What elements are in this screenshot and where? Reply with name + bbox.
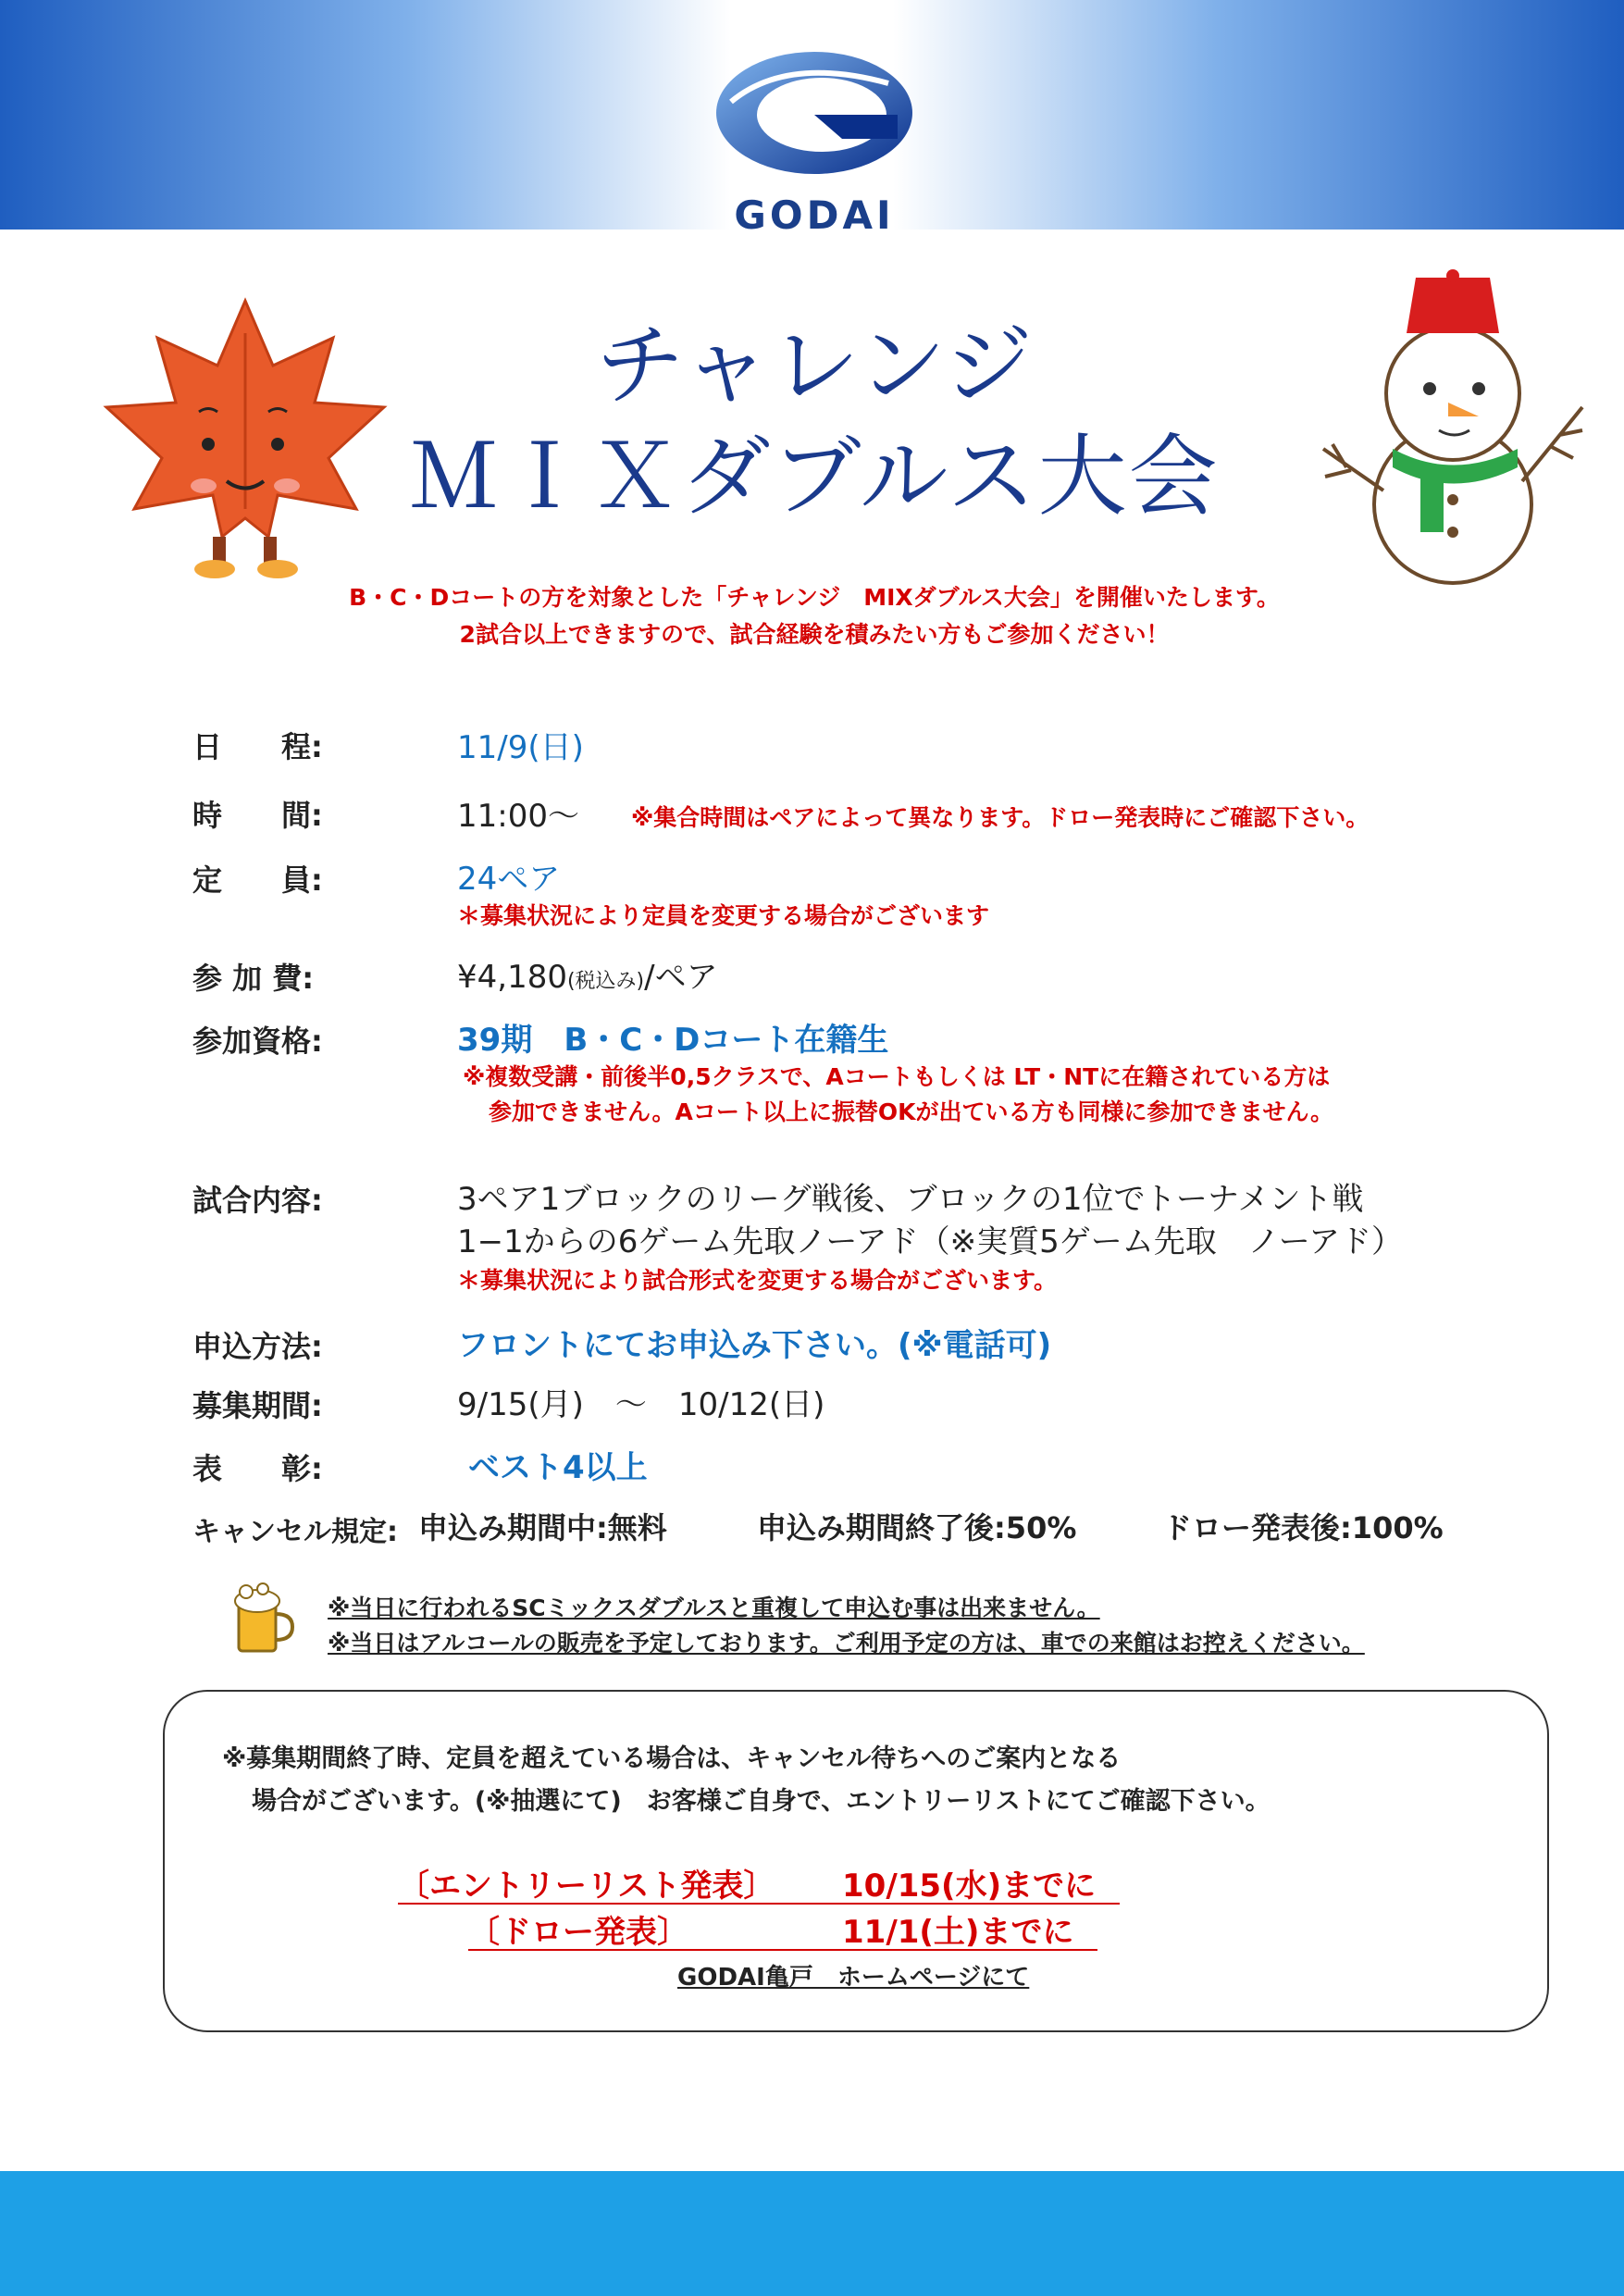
notice-line-1: ※当日に行われるSCミックスダブルスと重複して申込む事は出来ません。: [328, 1595, 1100, 1621]
apply-value: フロントにてお申込み下さい。(※電話可): [457, 1327, 1052, 1364]
award-label: 表 彰:: [192, 1451, 323, 1486]
snowman-illustration: [1314, 268, 1592, 592]
match-label: 試合内容:: [192, 1183, 323, 1218]
capacity-value: 24ペア: [457, 861, 561, 898]
title-line-1: チャレンジ: [595, 314, 1034, 417]
match-line-1: 3ペア1ブロックのリーグ戦後、ブロックの1位でトーナメント戦: [457, 1181, 1364, 1218]
draw-underline: [468, 1949, 1097, 1951]
time-value: 11:00〜: [457, 798, 579, 835]
entry-list-date: 10/15(水)までに: [842, 1868, 1097, 1905]
cancel-item-3: ドロー発表後:100%: [1162, 1510, 1444, 1545]
award-value: ベスト4以上: [468, 1449, 648, 1486]
footer-band: [0, 2171, 1624, 2296]
cancel-item-1: 申込み期間中:無料: [418, 1510, 667, 1545]
time-note: ※集合時間はペアによって異なります。ドロー発表時にご確認下さい。: [631, 804, 1370, 831]
eligibility-value: 39期 B・C・Dコート在籍生: [457, 1022, 889, 1059]
capacity-note: ＊募集状況により定員を変更する場合がございます: [457, 902, 990, 929]
fee-value: [457, 951, 718, 997]
box-line-2: 場合がございます。(※抽選にて) お客様ご自身で、エントリーリストにてご確認下さい。: [252, 1787, 1271, 1816]
entry-list-label: 〔エントリーリスト発表〕: [398, 1868, 775, 1905]
box-line-1: ※募集期間終了時、定員を超えている場合は、キャンセル待ちへのご案内となる: [222, 1744, 1122, 1773]
eligibility-note-2: 参加できません。Aコート以上に振替OKが出ている方も同様に参加できません。: [489, 1098, 1333, 1125]
notice-line-2: ※当日はアルコールの販売を予定しております。ご利用予定の方は、車での来館はお控えください。: [328, 1630, 1365, 1657]
period-label: 募集期間:: [192, 1388, 323, 1423]
title-line-2: ＭＩＸダブルス大会: [409, 425, 1220, 528]
period-value: 9/15(月) 〜 10/12(日): [457, 1386, 825, 1423]
eligibility-label: 参加資格:: [192, 1024, 323, 1059]
fee-unit: /ペア: [644, 959, 718, 996]
entry-underline: [398, 1903, 1120, 1905]
eligibility-note-1: ※複数受講・前後半0,5クラスで、Aコートもしくは LT・NTに在籍されている方は: [463, 1063, 1331, 1090]
schedule-value: 11/9(日): [457, 729, 584, 766]
capacity-label: 定 員:: [192, 863, 323, 898]
cancel-label: キャンセル規定:: [192, 1516, 398, 1548]
intro-line-2: 2試合以上できますので、試合経験を積みたい方もご参加ください！: [459, 621, 1170, 648]
match-note: ＊募集状況により試合形式を変更する場合がございます。: [457, 1267, 1058, 1294]
godai-logo: [703, 37, 925, 238]
draw-label: 〔ドロー発表〕: [468, 1914, 688, 1951]
match-line-2: 1−1からの6ゲーム先取ノーアド（※実質5ゲーム先取 ノーアド）: [457, 1223, 1404, 1260]
intro-line-1: B・C・Dコートの方を対象とした「チャレンジ MIXダブルス大会」を開催いたします。: [349, 584, 1280, 611]
time-label: 時 間:: [192, 798, 323, 833]
beer-icon: [231, 1582, 296, 1657]
schedule-label: 日 程:: [192, 729, 323, 764]
apply-label: 申込方法:: [192, 1329, 323, 1364]
logo-text: GODAI: [734, 192, 895, 238]
homepage-note: GODAI亀戸 ホームページにて: [677, 1964, 1030, 1992]
cancel-item-2: 申込み期間終了後:50%: [757, 1510, 1077, 1545]
fee-label: 参 加 費:: [192, 961, 315, 996]
fee-amount: ¥4,180: [457, 959, 567, 996]
draw-date: 11/1(土)までに: [842, 1914, 1074, 1951]
fee-tax: (税込み): [566, 970, 645, 993]
